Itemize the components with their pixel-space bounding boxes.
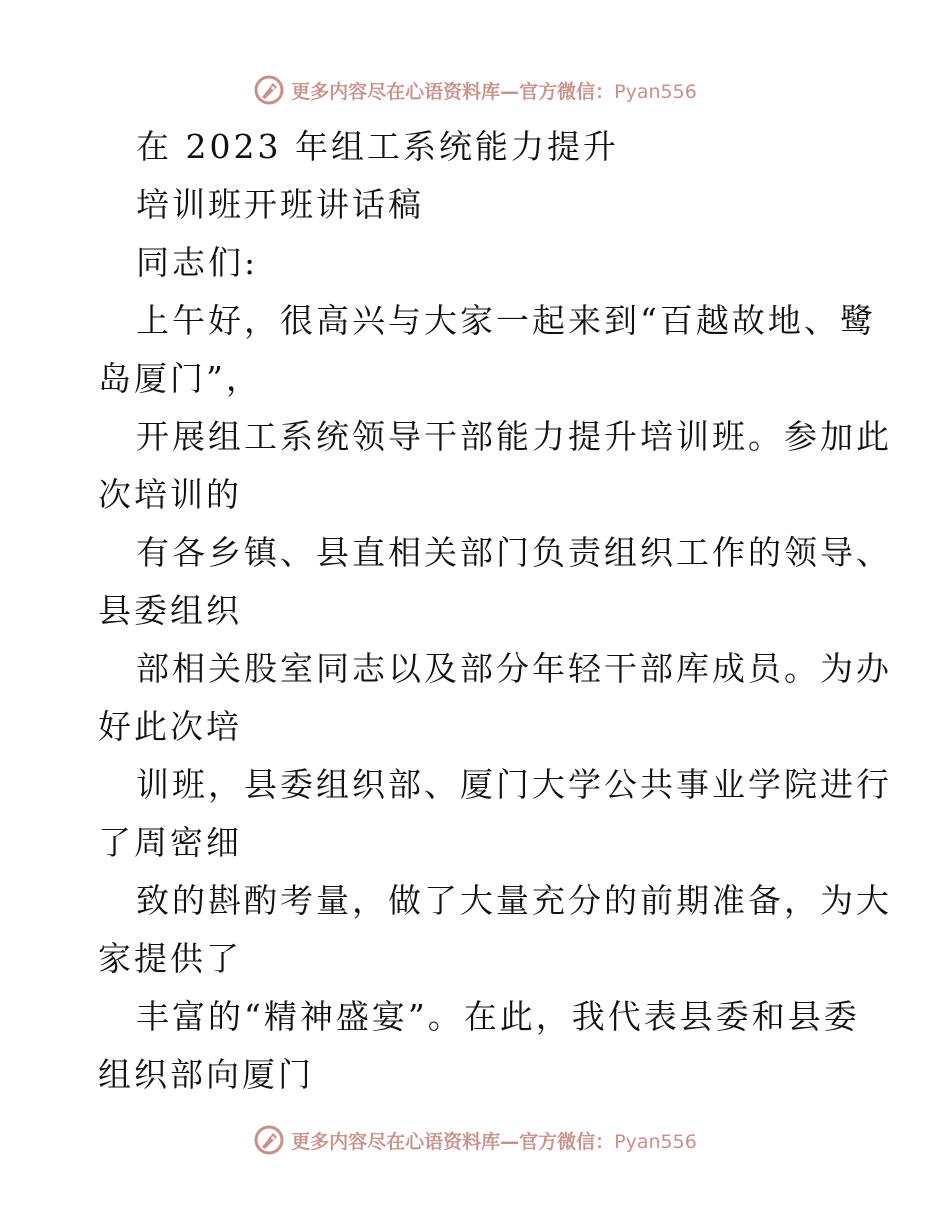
text-line: 次培训的 [98, 475, 242, 514]
watermark-text [291, 77, 697, 104]
text-line: 上午好，很高兴与大家一起来到“百越故地、鹭 [136, 301, 876, 340]
header-watermark [0, 70, 950, 110]
watermark-wechat-id: Pyan556 [614, 1130, 697, 1153]
watermark-text-cn: 更多内容尽在心语资料库—官方微信： [291, 1130, 615, 1153]
text-line: 了周密细 [98, 823, 242, 862]
watermark-text-cn: 更多内容尽在心语资料库—官方微信： [291, 80, 615, 103]
text-line: 好此次培 [98, 707, 242, 746]
text-line: 部相关股室同志以及部分年轻干部库成员。为办 [136, 649, 892, 688]
text-line: 同志们: [136, 243, 259, 282]
text-line: 培训班开班讲话稿 [136, 185, 424, 224]
text-line: 组织部向厦门 [98, 1055, 314, 1094]
pen-nib-logo-icon [253, 74, 285, 106]
text-line: 丰富的“精神盛宴”。在此，我代表县委和县委 [136, 997, 860, 1036]
text-line: 训班，县委组织部、厦门大学公共事业学院进行 [136, 765, 892, 804]
text-line: 开展组工系统领导干部能力提升培训班。参加此 [136, 417, 892, 456]
text-line: 家提供了 [98, 939, 242, 978]
watermark-text [291, 1127, 697, 1154]
text-line: 县委组织 [98, 591, 242, 630]
footer-watermark [0, 1120, 950, 1160]
watermark-wechat-id: Pyan556 [614, 80, 697, 103]
text-line: 致的斟酌考量，做了大量充分的前期准备，为大 [136, 881, 892, 920]
pen-nib-logo-icon [253, 1124, 285, 1156]
text-line: 岛厦门”， [98, 359, 262, 398]
text-line: 有各乡镇、县直相关部门负责组织工作的领导、 [136, 533, 892, 572]
text-line: 在 2023 年组工系统能力提升 [136, 127, 619, 166]
document-body [98, 118, 892, 1104]
